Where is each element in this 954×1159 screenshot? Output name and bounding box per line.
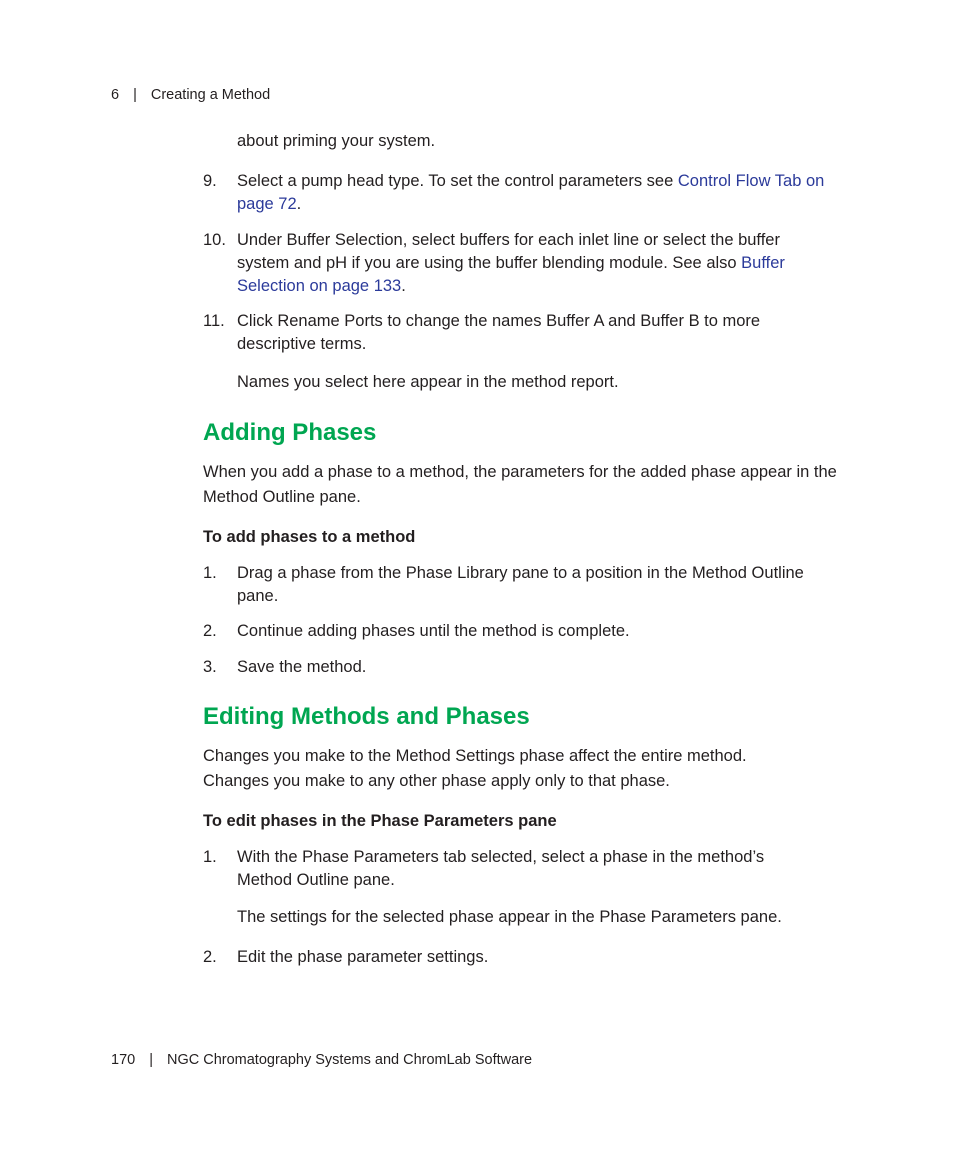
section-heading-adding-phases: Adding Phases xyxy=(203,419,377,446)
step-10 xyxy=(237,229,819,298)
step-10-text: Under Buffer Selection, select buffers for each inlet line or select the buffer system and pH if you are using the buffer blending module. See also xyxy=(237,231,780,272)
edit-step-1-text: With the Phase Parameters tab selected, select a phase in the method’s Method Outline pane. xyxy=(237,848,765,889)
footer-page-number: 170 xyxy=(111,1052,136,1068)
continued-text: about priming your system. xyxy=(237,132,436,150)
footer-separator: | xyxy=(149,1052,153,1068)
procedure-title-add-phases: To add phases to a method xyxy=(203,528,416,546)
buffer-selection-link[interactable]: Buffer Selection on page 133 xyxy=(237,254,785,295)
step-9-number: 9. xyxy=(203,172,217,190)
page-footer xyxy=(111,1052,532,1068)
step-9-end: . xyxy=(296,195,302,213)
procedure-title-edit-phases: To edit phases in the Phase Parameters pane xyxy=(203,812,557,830)
footer-title: NGC Chromatography Systems and ChromLab Software xyxy=(166,1052,533,1068)
add-step-2-text: Continue adding phases until the method is complete. xyxy=(237,622,630,640)
step-10-end: . xyxy=(401,277,406,295)
header-page-ref: 6 xyxy=(111,87,120,103)
control-flow-tab-link[interactable]: Control Flow Tab on page 72 xyxy=(237,172,825,213)
edit-step-1-note: The settings for the selected phase appear in the Phase Parameters pane. xyxy=(237,908,782,926)
editing-methods-intro: Changes you make to the Method Settings phase affect the entire method. Changes you make to any other phase apply only to that phase. xyxy=(203,747,747,790)
step-11-note: Names you select here appear in the method report. xyxy=(237,373,619,391)
step-11-text: Click Rename Ports to change the names Buffer A and Buffer B to more descriptive terms. xyxy=(237,312,761,353)
add-step-1-text: Drag a phase from the Phase Library pane to a position in the Method Outline pane. xyxy=(237,564,804,605)
running-header xyxy=(111,87,270,103)
step-9 xyxy=(237,170,832,216)
section-heading-editing-methods: Editing Methods and Phases xyxy=(203,703,530,730)
header-chapter: Creating a Method xyxy=(150,87,271,103)
step-10-number: 10. xyxy=(203,231,226,249)
step-9-text: Select a pump head type. To set the control parameters see xyxy=(237,172,678,190)
add-step-3-number: 3. xyxy=(203,658,217,676)
edit-step-2-number: 2. xyxy=(203,948,217,966)
add-step-1-number: 1. xyxy=(203,564,217,582)
edit-step-1-number: 1. xyxy=(203,848,217,866)
edit-step-2-text: Edit the phase parameter settings. xyxy=(237,948,489,966)
add-step-3-text: Save the method. xyxy=(237,658,367,676)
adding-phases-intro: When you add a phase to a method, the parameters for the added phase appear in the Method Outline pane. xyxy=(203,463,837,506)
step-11-number: 11. xyxy=(203,312,225,330)
add-step-2-number: 2. xyxy=(203,622,217,640)
header-separator: | xyxy=(133,87,137,103)
